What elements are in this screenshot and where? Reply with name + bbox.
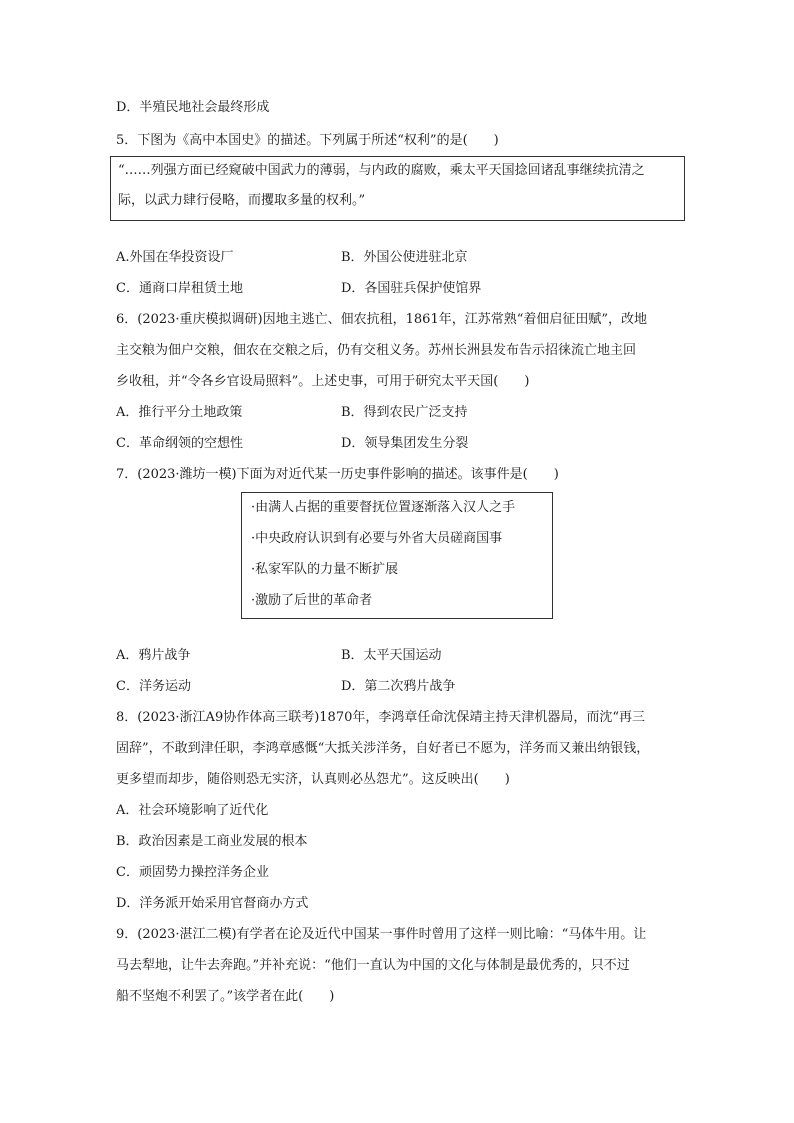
- q5-quote-box: [110, 156, 685, 221]
- q7-stem: 7．(2023·潍坊一模)下面为对近代某一历史事件影响的描述。该事件是( ): [116, 467, 559, 482]
- q8-option-a: A．社会环境影响了近代化: [116, 803, 269, 818]
- q5-quote-line-2: 际，以武力肆行侵略，而攫取多量的权利。”: [118, 193, 366, 208]
- q7-impact-box: [241, 492, 553, 619]
- q6-line-2: 主交粮为佃户交粮，佃农在交粮之后，仍有交租义务。苏州长洲县发布告示招徕流亡地主回: [116, 343, 637, 358]
- q8-line-3: 更多望而却步，随俗则恐无实济，认真则必丛怨尤”。这反映出( ): [116, 772, 510, 787]
- q8-option-c: C．顽固势力操控洋务企业: [116, 865, 269, 880]
- q5-quote-line-1: “……列强方面已经窥破中国武力的薄弱，与内政的腐败，乘太平天国捻回诸乱事继续抗清之: [118, 163, 645, 178]
- q6-line-3: 乡收租，并“令各乡官设局照料”。上述史事，可用于研究太平天国( ): [116, 374, 530, 389]
- q6-option-d: D．领导集团发生分裂: [341, 436, 469, 451]
- q5-option-b: B．外国公使进驻北京: [341, 250, 468, 265]
- q9-line-2: 马去犁地，让牛去奔跑。”并补充说：“他们一直认为中国的文化与体制是最优秀的，只不过: [116, 958, 630, 973]
- q7-item-1: ·由满人占据的重要督抚位置逐渐落入汉人之手: [251, 500, 516, 515]
- q8-option-b: B．政治因素是工商业发展的根本: [116, 834, 308, 849]
- q4-option-d: D．半殖民地社会最终形成: [116, 100, 270, 115]
- q5-option-c: C．通商口岸租赁土地: [116, 281, 243, 296]
- q5-stem: 5．下图为《高中本国史》的描述。下列属于所述“权利”的是( ): [116, 133, 499, 148]
- q9-line-3: 船不坚炮不利罢了。”该学者在此( ): [116, 989, 335, 1004]
- q5-option-a: A.外国在华投资设厂: [116, 250, 234, 265]
- q7-option-c: C．洋务运动: [116, 679, 191, 694]
- q6-option-c: C．革命纲领的空想性: [116, 436, 243, 451]
- q7-option-a: A．鸦片战争: [116, 648, 191, 663]
- q9-line-1: 9．(2023·湛江二模)有学者在论及近代中国某一事件时曾用了这样一则比喻：“马体牛用。让: [116, 927, 647, 942]
- q6-line-1: 6．(2023·重庆模拟调研)因地主逃亡、佃农抗租，1861年，江苏常熟“着佃启征田赋”，改地: [116, 312, 648, 327]
- q7-item-2: ·中央政府认识到有必要与外省大员磋商国事: [251, 531, 503, 546]
- q7-item-3: ·私家军队的力量不断扩展: [251, 562, 399, 577]
- q7-item-4: ·激励了后世的革命者: [251, 593, 373, 608]
- q7-option-d: D．第二次鸦片战争: [341, 679, 456, 694]
- q8-line-1: 8．(2023·浙江A9协作体高三联考)1870年，李鸿章任命沈保靖主持天津机器局，而沈“再三: [116, 710, 646, 725]
- q8-option-d: D．洋务派开始采用官督商办方式: [116, 896, 309, 911]
- q6-option-b: B．得到农民广泛支持: [341, 405, 468, 420]
- q8-line-2: 固辞”，不敢到津任职，李鸿章感慨“大抵关涉洋务，自好者已不愿为，洋务而又兼出纳银钱，: [116, 741, 650, 756]
- q6-option-a: A．推行平分土地政策: [116, 405, 243, 420]
- q7-option-b: B．太平天国运动: [341, 648, 442, 663]
- q5-option-d: D．各国驻兵保护使馆界: [341, 281, 482, 296]
